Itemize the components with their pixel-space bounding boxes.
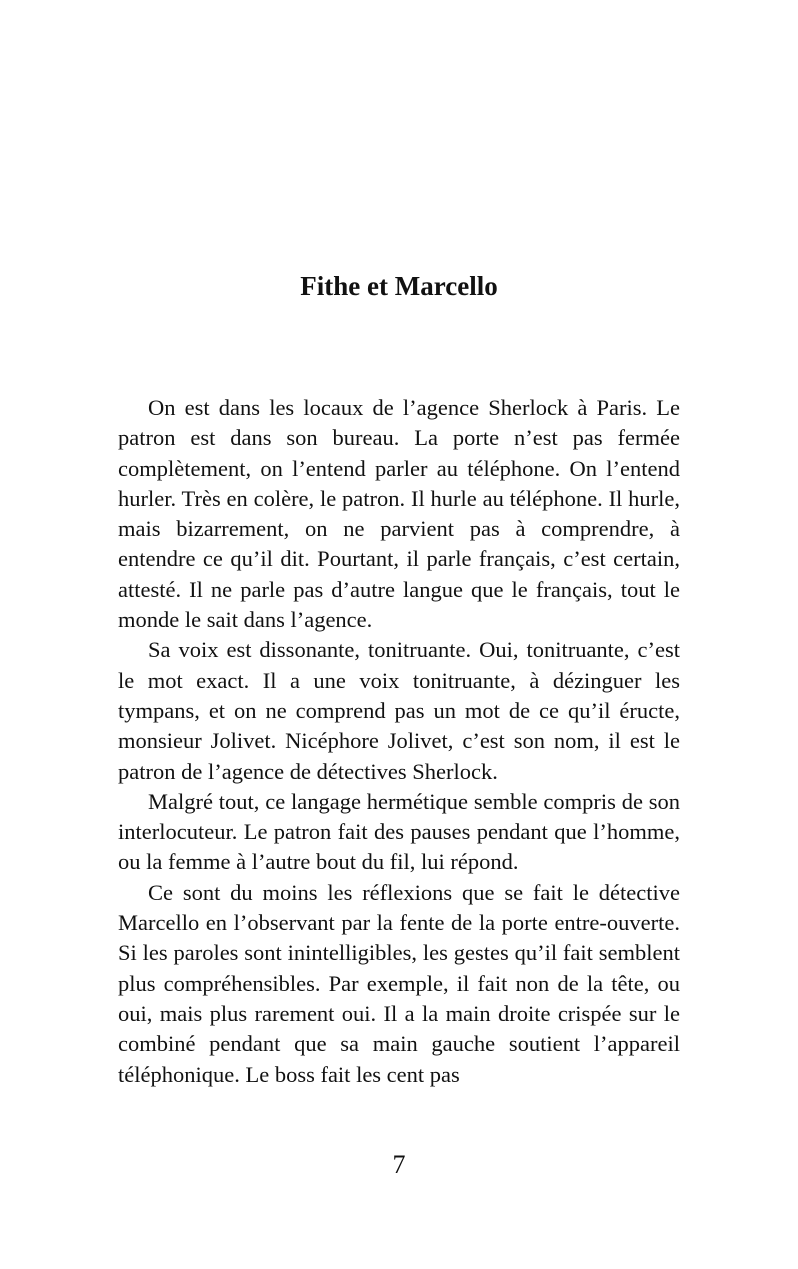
paragraph-3: Malgré tout, ce langage hermétique semble compris de son interlocuteur. Le patron fait des pauses pendant que l’homme, ou la femme à l’autre bout du fil, lui répond. [118,788,680,875]
chapter-title: Fithe et Marcello [300,271,498,301]
paragraph-2: Sa voix est dissonante, tonitruante. Oui, tonitruante, c’est le mot exact. Il a une voix tonitruante, à dézinguer les tympans, et on ne comprend pas un mot de ce qu’il éructe, monsieur Jolivet. Nicéphore Jolivet, c’est son nom, il est le patron de l’agence de détectives Sherlock. [118,637,680,784]
paragraph-4: Ce sont du moins les réflexions que se fait le détective Marcello en l’observant par la fente de la porte entre-ouverte. Si les paroles sont inintelligibles, les gestes qu’il fait semblent plus compréhensibles. Par exemple, il fait non de la tête, ou oui, mais plus rarement oui. Il a la main droite crispée sur le combiné pendant que sa main gauche soutient l’appareil téléphonique. Le boss fait les cent pas [118,879,680,1087]
paragraph-1: On est dans les locaux de l’agence Sherlock à Paris. Le patron est dans son bureau. La porte n’est pas fermée complètement, on l’entend parler au téléphone. On l’entend hurler. Très en colère, le patron. Il hurle au téléphone. Il hurle, mais bizarrement, on ne parvient pas à comprendre, à entendre ce qu’il dit. Pourtant, il parle français, c’est certain, attesté. Il ne parle pas d’autre langue que le français, tout le monde le sait dans l’agence. [118,395,680,633]
page-number: 7 [392,1150,406,1179]
chapter-body [118,393,680,1090]
